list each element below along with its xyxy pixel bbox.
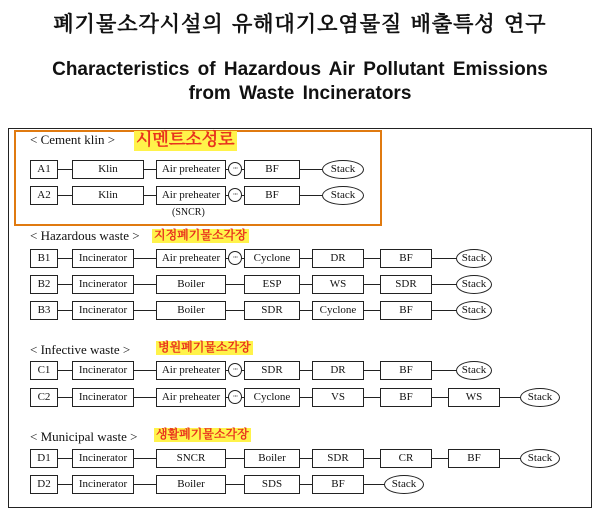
process-stage: Incinerator [72, 249, 134, 268]
korean-label-municipal-waste: 생활폐기물소각장 [156, 427, 249, 441]
process-stage: Cyclone [244, 249, 300, 268]
process-id-a1: A1 [30, 160, 58, 179]
process-id-d1: D1 [30, 449, 58, 468]
process-stage: BF [380, 388, 432, 407]
process-stage: BF [380, 249, 432, 268]
process-stage: Incinerator [72, 449, 134, 468]
process-stage: SDS [244, 475, 300, 494]
stack-node: Stack [322, 186, 364, 205]
stack-node: Stack [384, 475, 424, 494]
english-title [0, 58, 600, 106]
stack-node: Stack [520, 388, 560, 407]
process-stage: Incinerator [72, 388, 134, 407]
process-stage: Air preheater [156, 361, 226, 380]
process-id-a2: A2 [30, 186, 58, 205]
korean-label-hazardous-waste: 지정폐기물소각장 [154, 228, 247, 242]
sncr-note: (SNCR) [172, 207, 205, 218]
process-stage: BF [244, 160, 300, 179]
process-stage: Incinerator [72, 275, 134, 294]
connector-node-icon: ··· [228, 162, 242, 176]
process-id-b2: B2 [30, 275, 58, 294]
process-stage: DR [312, 249, 364, 268]
process-stage: Cyclone [244, 388, 300, 407]
stack-node: Stack [456, 275, 492, 294]
process-stage: BF [244, 186, 300, 205]
process-stage: CR [380, 449, 432, 468]
process-stage: SDR [244, 361, 300, 380]
korean-label-infective-waste: 병원폐기물소각장 [158, 340, 251, 354]
process-stage: Cyclone [312, 301, 364, 320]
section-title-infective-waste: < Infective waste > [30, 342, 131, 357]
english-title-line1: Characteristics of Hazardous Air Pollutant Emissions [52, 59, 548, 80]
connector-node-icon: ··· [228, 188, 242, 202]
process-stage: SDR [244, 301, 300, 320]
stack-node: Stack [322, 160, 364, 179]
process-stage: BF [380, 361, 432, 380]
process-stage: SDR [312, 449, 364, 468]
process-stage: ESP [244, 275, 300, 294]
process-stage: Boiler [156, 475, 226, 494]
process-stage: BF [312, 475, 364, 494]
process-stage: Air preheater [156, 186, 226, 205]
section-title-hazardous-waste: < Hazardous waste > [30, 228, 140, 243]
connector-node-icon: ··· [228, 251, 242, 265]
process-stage: Boiler [156, 275, 226, 294]
process-stage: WS [448, 388, 500, 407]
process-stage: Air preheater [156, 160, 226, 179]
stack-node: Stack [456, 361, 492, 380]
stack-node: Stack [456, 301, 492, 320]
process-stage: WS [312, 275, 364, 294]
korean-label-cement-kiln: 시멘트소성로 [136, 130, 235, 150]
process-stage: DR [312, 361, 364, 380]
stack-node: Stack [520, 449, 560, 468]
process-stage: Incinerator [72, 361, 134, 380]
process-stage: Incinerator [72, 301, 134, 320]
connector-node-icon: ··· [228, 390, 242, 404]
korean-title: 폐기물소각시설의 유해대기오염물질 배출특성 연구 [53, 12, 547, 36]
connector-node-icon: ··· [228, 363, 242, 377]
process-id-b1: B1 [30, 249, 58, 268]
process-stage: Incinerator [72, 475, 134, 494]
process-stage: Boiler [156, 301, 226, 320]
process-stage: Klin [72, 186, 144, 205]
process-id-d2: D2 [30, 475, 58, 494]
process-stage: Air preheater [156, 388, 226, 407]
process-stage: VS [312, 388, 364, 407]
process-id-b3: B3 [30, 301, 58, 320]
process-id-c1: C1 [30, 361, 58, 380]
stack-node: Stack [456, 249, 492, 268]
process-stage: SDR [380, 275, 432, 294]
section-title-cement-kiln: < Cement klin > [30, 132, 116, 147]
process-stage: SNCR [156, 449, 226, 468]
section-title-municipal-waste: < Municipal waste > [30, 429, 138, 444]
process-stage: BF [448, 449, 500, 468]
process-stage: Boiler [244, 449, 300, 468]
process-id-c2: C2 [30, 388, 58, 407]
process-stage: BF [380, 301, 432, 320]
english-title-line2: from Waste Incinerators [188, 83, 412, 104]
process-stage: Klin [72, 160, 144, 179]
process-stage: Air preheater [156, 249, 226, 268]
